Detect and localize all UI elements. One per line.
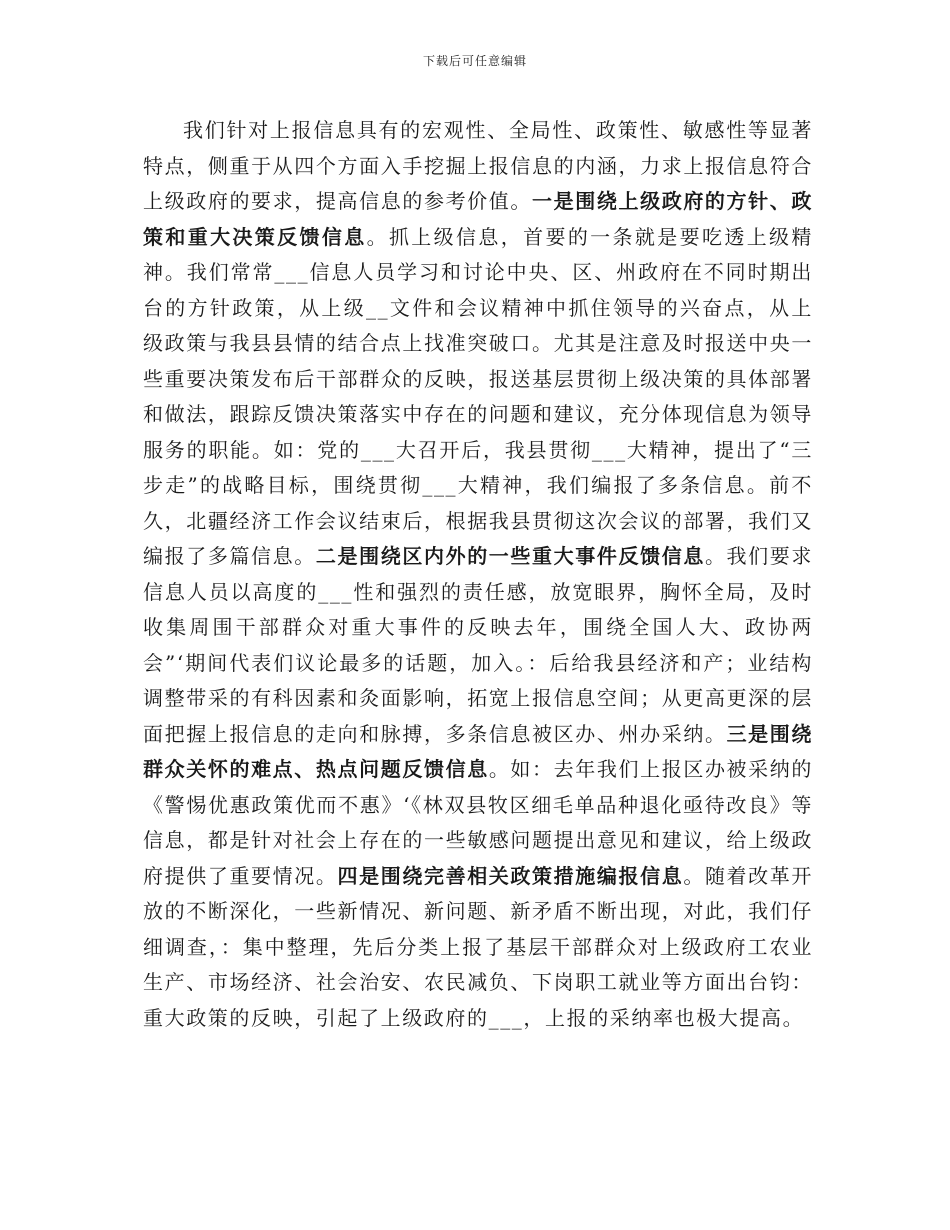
page-header: 下载后可任意编辑 [422,54,527,68]
sentence-1: 我们针对上报信息具有的宏观性、全局性、政策性、敏感性等显著特点，侧重于从四个方面入手挖掘上报信息的内涵，力求上报信息符合上级政府的要求，提高信息的参考价值。 [143,118,813,213]
bold-point-2: 二是围绕区内外的一些重大事件反馈信息 [315,544,705,568]
sentence-2: 。抓上级信息，首要的一条就是要吃透上级精神。我们常常___信息人员学习和讨论中央、区、州政府在不同时期出台的方针政策，从上级__文件和会议精神中抓住领导的兴奋点，从上级政策与我县县情的结合点上找准突破口。尤其是注意及时报送中央一些重要决策发布后干部群众的反映，报送基层贯彻上级决策的具体部署和做法，跟踪反馈决策落实中存在的问题和建议，充分体现信息为领导服务的职能。如：党的___大召开后，我县贯彻___大精神，提出了“三步走”的战略目标，围绕贯彻___大精神，我们编报了多条信息。前不久，北疆经济工作会议结束后，根据我县贯彻这次会议的部署，我们又编报了多篇信息。 [143,224,814,568]
sentence-5: 。随着改革开放的不断深化，一些新情况、新问题、新矛盾不断出现，对此，我们仔细调查，：集中整理，先后分类上报了基层干部群众对上级政府工农业生产、市场经济、社会治安、农民减负、下岗职工就业等方面出台钧：重大政策的反映，引起了上级政府的___，上报的采纳率也极大提高。 [143,863,813,1030]
body-paragraph [143,113,813,1036]
bold-point-4: 四是围绕完善相关政策措施编报信息 [337,863,684,888]
bold-point-3: 三是围绕群众关怀的难点、热点问题反馈信息 [143,721,814,781]
sentence-4: 。如：去年我们上报区办被采纳的《警惕优惠政策优而不惠》‘《林双县牧区细毛单品种退化亟待改良》等信息，都是针对社会上存在的一些敏感问题提出意见和建议，给上级政府提供了重要情况。 [143,757,813,888]
bold-point-1: 一是围绕上级政府的方针、政策和重大决策反馈信息 [143,189,813,249]
sentence-3: 。我们要求信息人员以高度的___性和强烈的责任感，放宽眼界，胸怀全局，及时收集周围干部群众对重大事件的反映去年，围绕全国人大、政协两会”‘期间代表们议论最多的话题，加入。：后给我县经济和产；业结构调整带采的有科因素和灸面影响，拓宽上报信息空间；从更高更深的层面把握上报信息的走向和脉搏，多条信息被区办、州办采纳。 [143,544,813,746]
